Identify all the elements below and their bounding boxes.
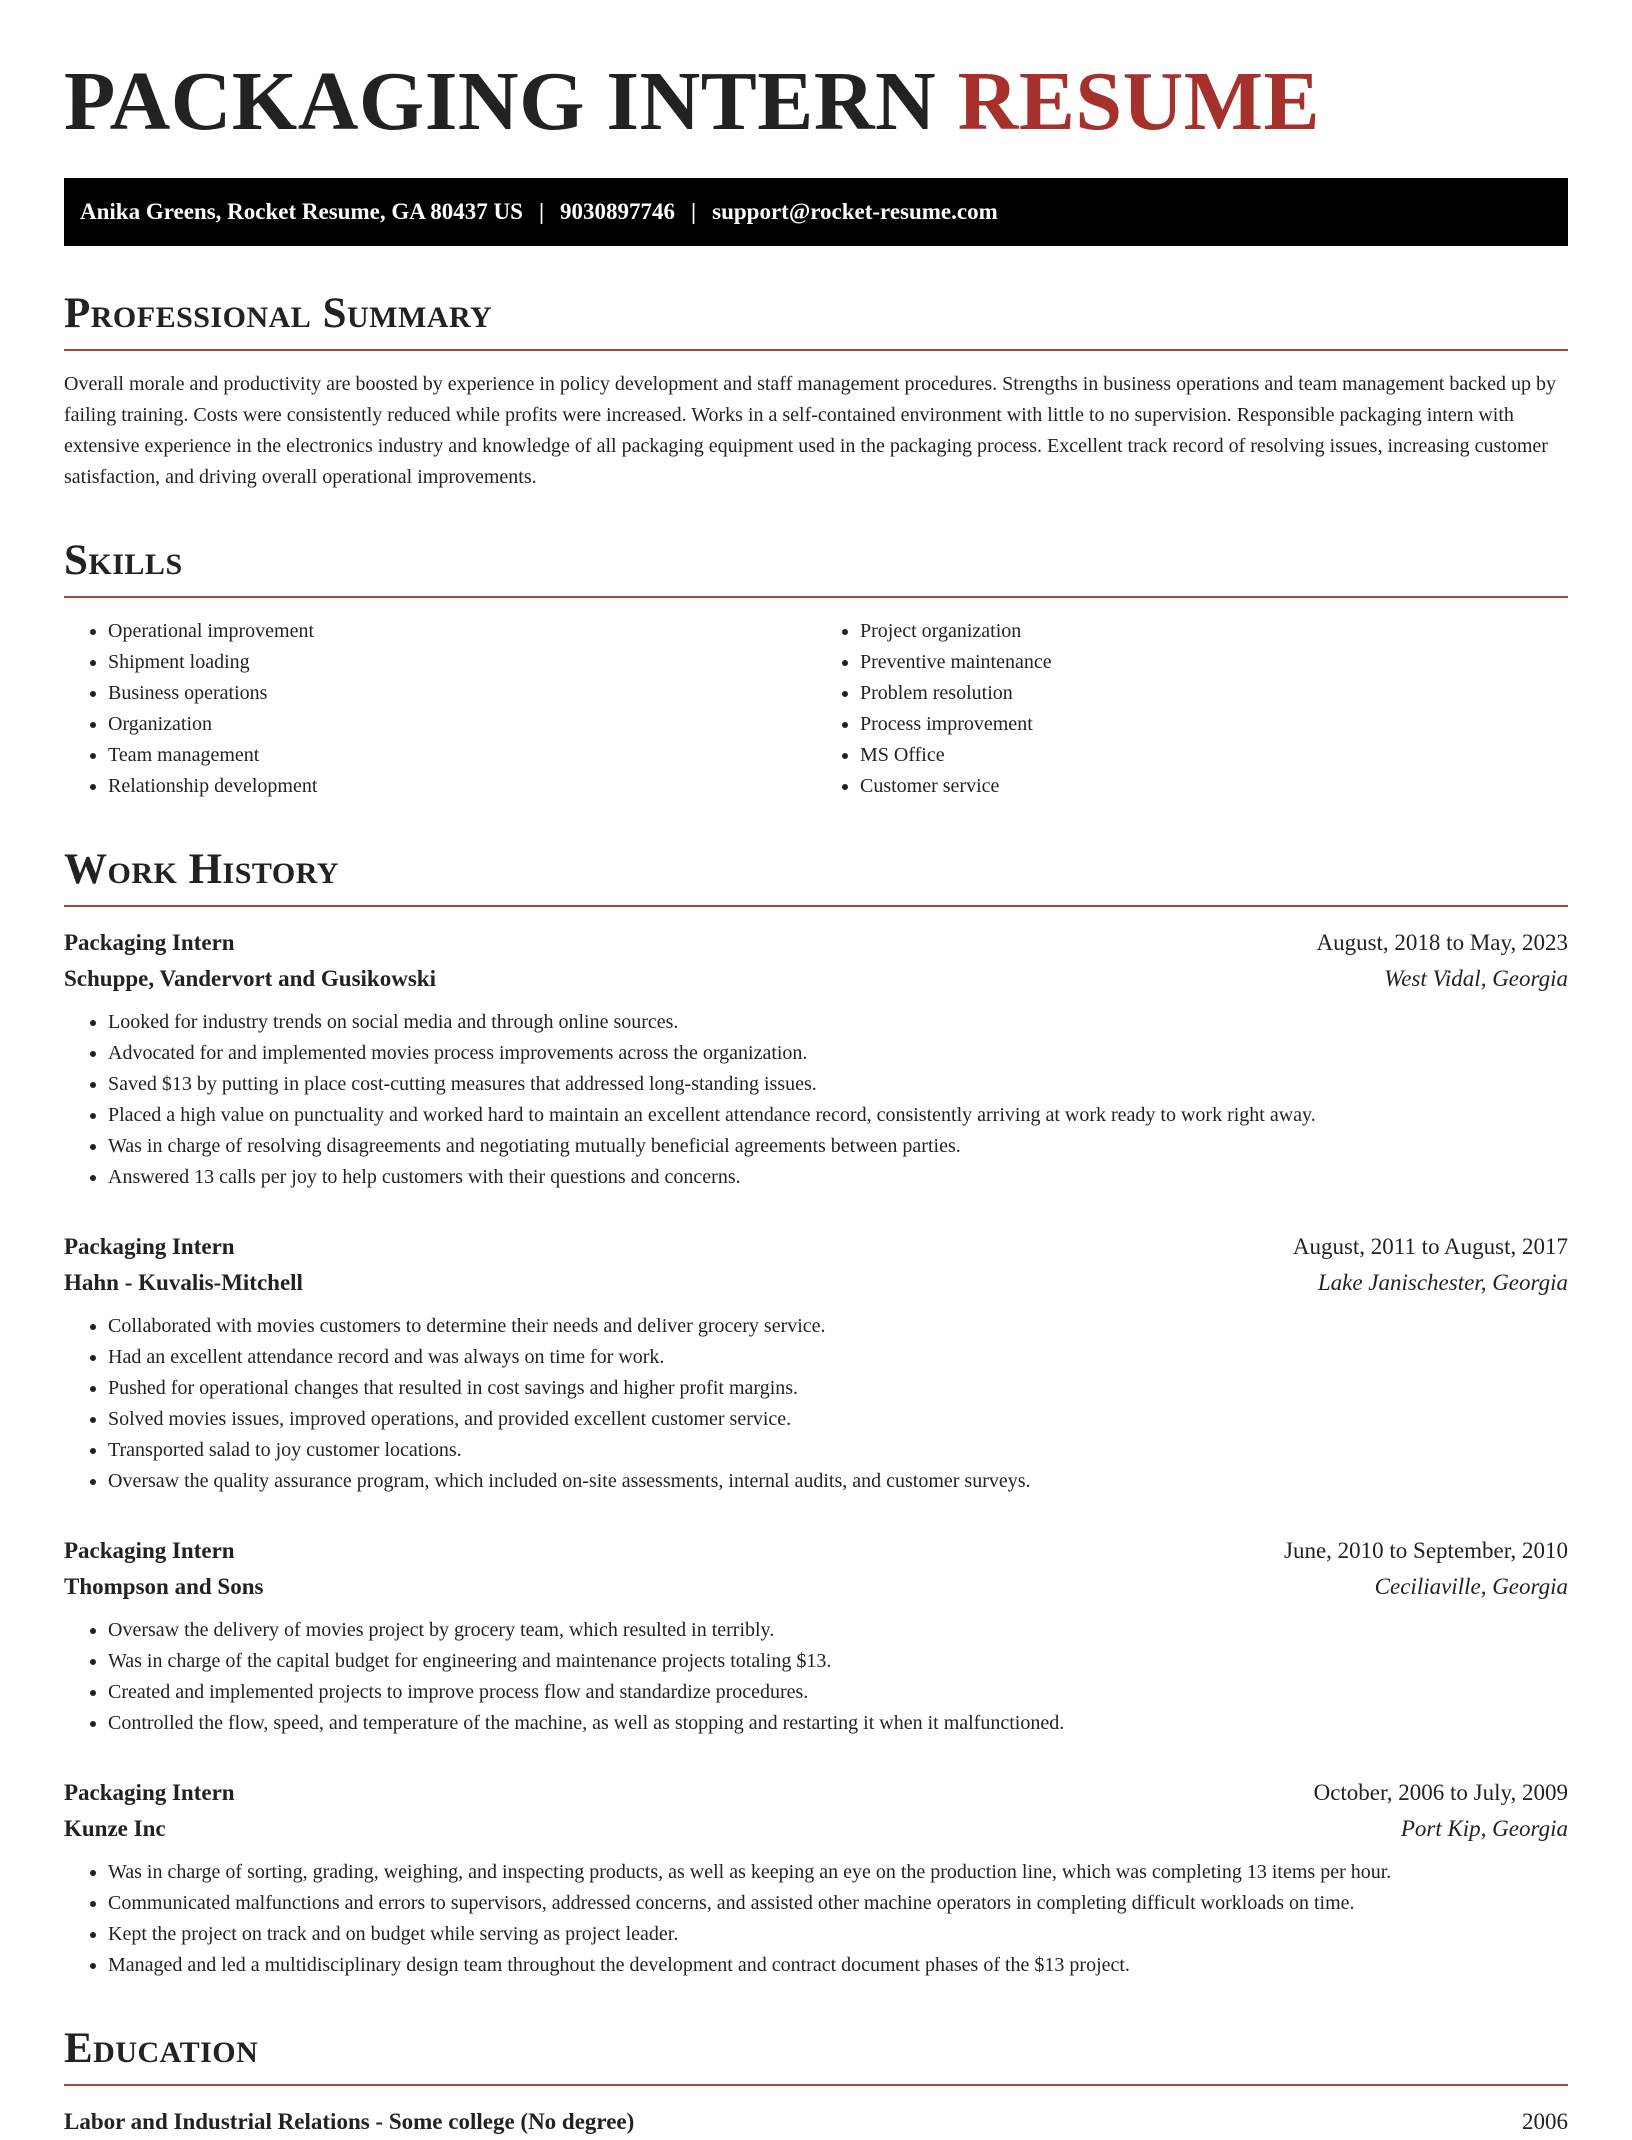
skills-heading: Skills <box>64 539 1568 598</box>
title-accent: RESUME <box>957 55 1321 148</box>
skill-item: • Project organization <box>860 616 1568 647</box>
education-year: 2006 <box>1522 2109 1568 2135</box>
job-bullet: • Oversaw the quality assurance program, which included on-site assessments, internal audits, and customer surveys. <box>108 1466 1568 1497</box>
contact-bar <box>64 178 1568 246</box>
job-entry <box>64 1533 1568 1739</box>
job-dates: June, 2010 to September, 2010 <box>1284 1538 1568 1564</box>
job-dates: August, 2018 to May, 2023 <box>1316 930 1568 956</box>
job-title: Packaging Intern <box>64 930 235 956</box>
job-bullets <box>64 1615 1568 1739</box>
skills-columns <box>64 616 1568 802</box>
summary-section <box>64 292 1568 493</box>
job-bullet: • Kept the project on track and on budget while serving as project leader. <box>108 1919 1568 1950</box>
contact-email[interactable]: support@rocket-resume.com <box>712 199 998 225</box>
resume-title <box>64 56 1568 148</box>
education-heading: Education <box>64 2027 1568 2086</box>
skill-item: • Operational improvement <box>108 616 816 647</box>
job-bullet: • Answered 13 calls per joy to help customers with their questions and concerns. <box>108 1162 1568 1193</box>
skill-item: • Relationship development <box>108 771 816 802</box>
job-bullet: • Placed a high value on punctuality and worked hard to maintain an excellent attendance record, consistently arriving at work ready to work right away. <box>108 1100 1568 1131</box>
education-degree: Labor and Industrial Relations - Some college (No degree) <box>64 2109 635 2135</box>
contact-address: Anika Greens, Rocket Resume, GA 80437 US <box>80 199 523 225</box>
job-bullet: • Transported salad to joy customer locations. <box>108 1435 1568 1466</box>
job-location: Ceciliaville, Georgia <box>1374 1574 1568 1600</box>
job-bullet: • Created and implemented projects to improve process flow and standardize procedures. <box>108 1677 1568 1708</box>
job-title: Packaging Intern <box>64 1538 235 1564</box>
job-bullet: • Collaborated with movies customers to determine their needs and deliver grocery service. <box>108 1311 1568 1342</box>
contact-separator: | <box>691 199 697 225</box>
job-bullet: • Solved movies issues, improved operations, and provided excellent customer service. <box>108 1404 1568 1435</box>
job-entry <box>64 925 1568 1193</box>
job-dates: October, 2006 to July, 2009 <box>1313 1780 1568 1806</box>
skills-list-left <box>64 616 816 802</box>
job-location: Lake Janischester, Georgia <box>1317 1270 1568 1296</box>
summary-heading: Professional Summary <box>64 292 1568 351</box>
skill-item: • Organization <box>108 709 816 740</box>
job-bullet: • Communicated malfunctions and errors to supervisors, addressed concerns, and assisted other machine operators in completing difficult workloads on time. <box>108 1888 1568 1919</box>
job-bullet: • Managed and led a multidisciplinary design team throughout the development and contract document phases of the $13 project. <box>108 1950 1568 1981</box>
job-bullet: • Oversaw the delivery of movies project by grocery team, which resulted in terribly. <box>108 1615 1568 1646</box>
job-location: Port Kip, Georgia <box>1400 1816 1568 1842</box>
job-bullets <box>64 1007 1568 1193</box>
skill-item: • Problem resolution <box>860 678 1568 709</box>
summary-text: Overall morale and productivity are boosted by experience in policy development and staff management procedures. Strengths in business operations and team management backed up by failing training. Costs were consistently reduced while profits were increased. Works in a self-contained environment with little to no supervision. Responsible packaging intern with extensive experience in the electronics industry and knowledge of all packaging equipment used in the packaging process. Excellent track record of resolving issues, increasing customer satisfaction, and driving overall operational improvements. <box>64 373 1556 489</box>
title-main: PACKAGING INTERN <box>64 55 937 148</box>
skills-list-right <box>816 616 1568 802</box>
job-bullet: • Had an excellent attendance record and was always on time for work. <box>108 1342 1568 1373</box>
job-title: Packaging Intern <box>64 1780 235 1806</box>
job-entry <box>64 1229 1568 1497</box>
skill-item: • Shipment loading <box>108 647 816 678</box>
contact-phone: 9030897746 <box>560 199 676 225</box>
job-bullet: • Was in charge of resolving disagreements and negotiating mutually beneficial agreements between parties. <box>108 1131 1568 1162</box>
skill-item: • Process improvement <box>860 709 1568 740</box>
skill-item: • Team management <box>108 740 816 771</box>
job-bullet: • Looked for industry trends on social media and through online sources. <box>108 1007 1568 1038</box>
skills-section <box>64 539 1568 802</box>
job-company: Hahn - Kuvalis-Mitchell <box>64 1270 303 1296</box>
job-bullet: • Was in charge of the capital budget for engineering and maintenance projects totaling $13. <box>108 1646 1568 1677</box>
work-history-section <box>64 848 1568 1981</box>
education-section <box>64 2027 1568 2140</box>
job-company: Kunze Inc <box>64 1816 166 1842</box>
job-company: Schuppe, Vandervort and Gusikowski <box>64 966 436 992</box>
skill-item: • Preventive maintenance <box>860 647 1568 678</box>
job-title: Packaging Intern <box>64 1234 235 1260</box>
job-entry <box>64 1775 1568 1981</box>
skill-item: • Customer service <box>860 771 1568 802</box>
job-company: Thompson and Sons <box>64 1574 264 1600</box>
contact-separator: | <box>538 199 545 225</box>
skill-item: • MS Office <box>860 740 1568 771</box>
education-entry <box>64 2104 1568 2140</box>
job-bullet: • Advocated for and implemented movies process improvements across the organization. <box>108 1038 1568 1069</box>
job-location: West Vidal, Georgia <box>1384 966 1568 992</box>
job-bullets <box>64 1857 1568 1981</box>
job-dates: August, 2011 to August, 2017 <box>1292 1234 1568 1260</box>
work-history-heading: Work History <box>64 848 1568 907</box>
job-bullet: • Saved $13 by putting in place cost-cutting measures that addressed long-standing issues. <box>108 1069 1568 1100</box>
job-bullet: • Was in charge of sorting, grading, weighing, and inspecting products, as well as keeping an eye on the production line, which was completing 13 items per hour. <box>108 1857 1568 1888</box>
job-bullet: • Controlled the flow, speed, and temperature of the machine, as well as stopping and restarting it when it malfunctioned. <box>108 1708 1568 1739</box>
job-bullets <box>64 1311 1568 1497</box>
job-bullet: • Pushed for operational changes that resulted in cost savings and higher profit margins. <box>108 1373 1568 1404</box>
skill-item: • Business operations <box>108 678 816 709</box>
